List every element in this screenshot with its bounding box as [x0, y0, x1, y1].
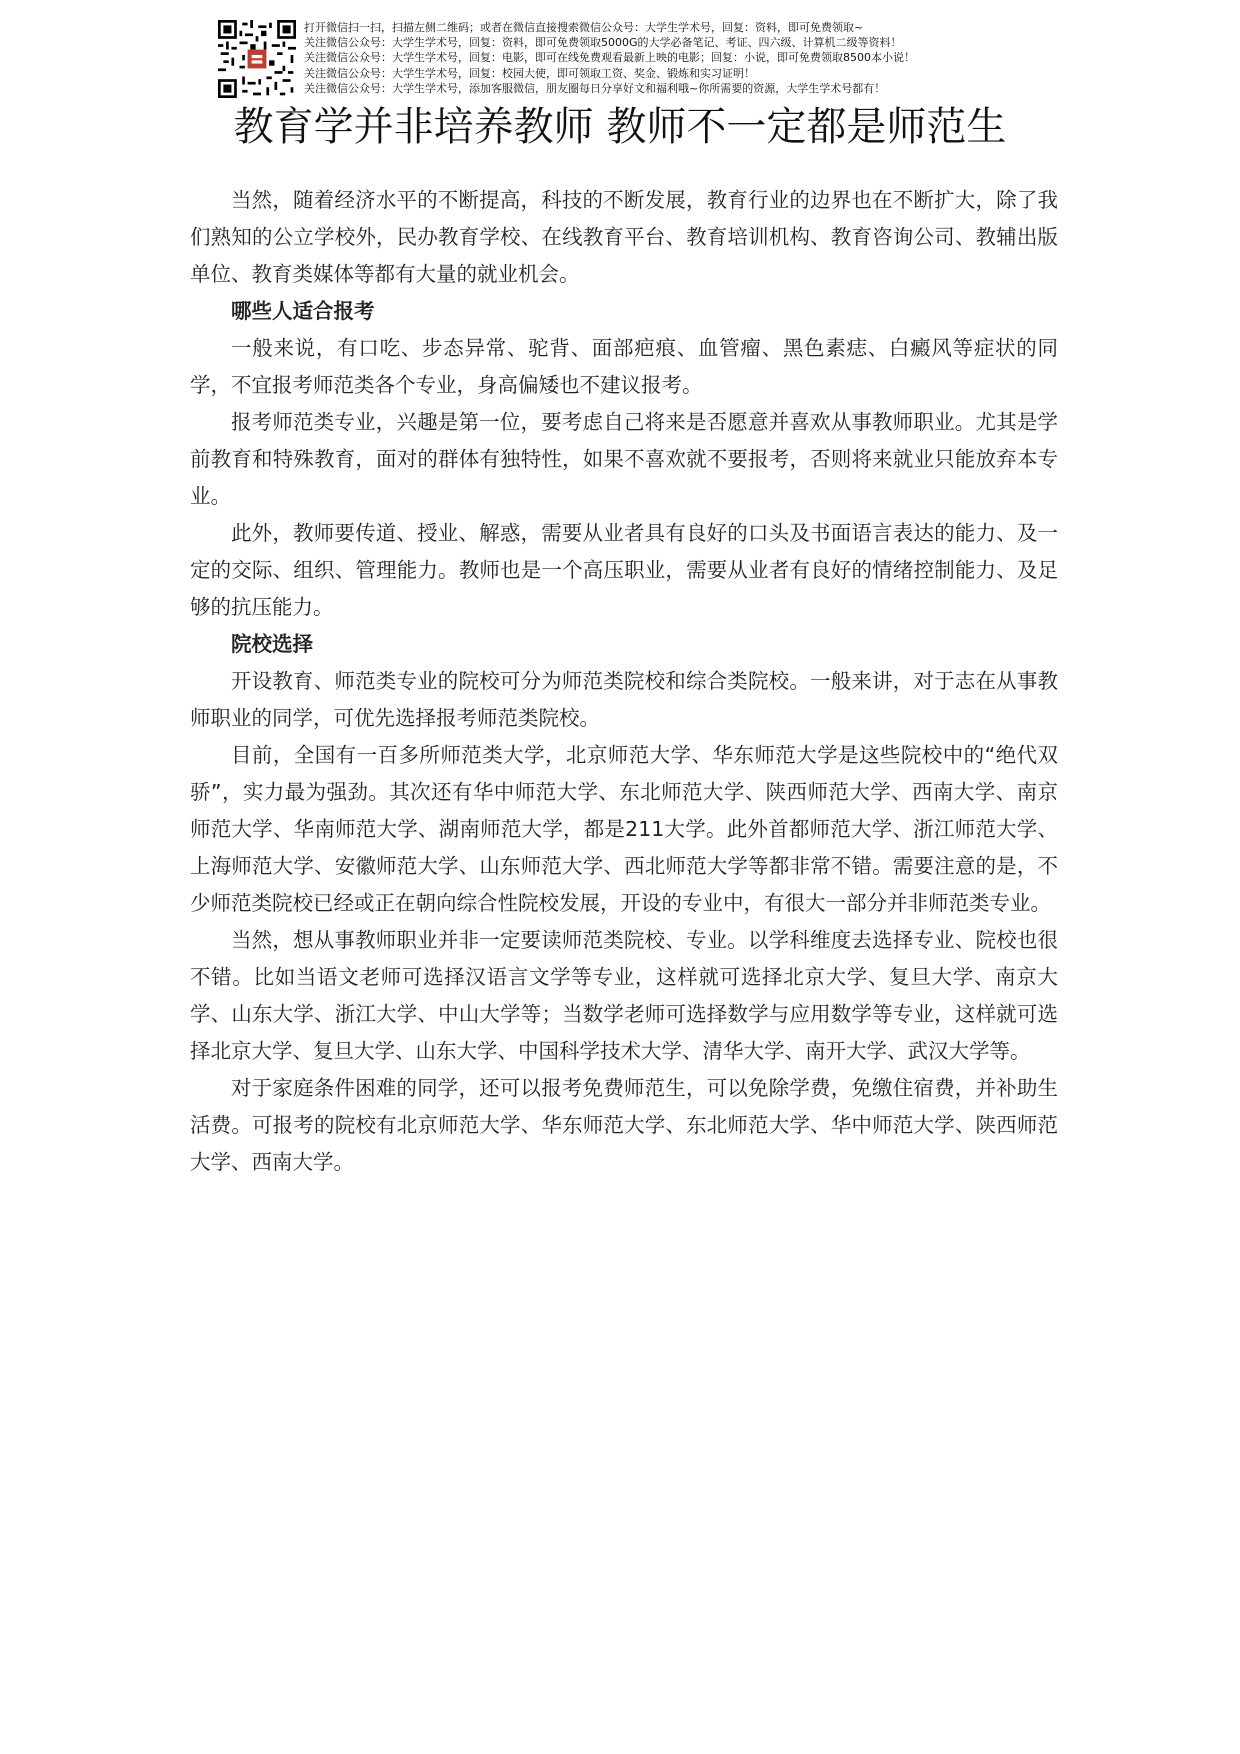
paragraph: 当然，随着经济水平的不断提高，科技的不断发展，教育行业的边界也在不断扩大，除了我们熟知的公立学校外，民办教育学校、在线教育平台、教育培训机构、教育咨询公司、教辅出版单位、教育类媒体等都有大量的就业机会。: [190, 188, 1058, 286]
paragraph: 对于家庭条件困难的同学，还可以报考免费师范生，可以免除学费，免缴住宿费，并补助生活费。可报考的院校有北京师范大学、华东师范大学、东北师范大学、华中师范大学、陕西师范大学、西南大学。: [190, 1076, 1058, 1174]
paragraph: 当然，想从事教师职业并非一定要读师范类院校、专业。以学科维度去选择专业、院校也很不错。比如当语文老师可选择汉语言文学等专业，这样就可选择北京大学、复旦大学、南京大学、山东大学、浙江大学、中山大学等；当数学老师可选择数学与应用数学等专业，这样就可选择北京大学、复旦大学、山东大学、中国科学技术大学、清华大学、南开大学、武汉大学等。: [190, 928, 1058, 1063]
page-title: 教育学并非培养教师 教师不一定都是师范生: [233, 104, 1007, 150]
paragraph: 报考师范类专业，兴趣是第一位，要考虑自己将来是否愿意并喜欢从事教师职业。尤其是学前教育和特殊教育，面对的群体有独特性，如果不喜欢就不要报考，否则将来就业只能放弃本专业。: [190, 410, 1058, 508]
promo-text: [304, 20, 1044, 96]
paragraph: 开设教育、师范类专业的院校可分为师范类院校和综合类院校。一般来讲，对于志在从事教师职业的同学，可优先选择报考师范类院校。: [190, 669, 1058, 730]
section-heading: 哪些人适合报考: [231, 299, 375, 323]
article-body: [190, 182, 1058, 1181]
promo-line: 关注微信公众号：大学生学术号，回复：电影，即可在线免费观看最新上映的电影；回复：小说，即可免费领取8500本小说！: [304, 51, 915, 65]
promo-line: 关注微信公众号：大学生学术号，回复：校园大使，即可领取工资、奖金、锻炼和实习证明！: [304, 66, 755, 80]
promo-line: 关注微信公众号：大学生学术号，回复：资料，即可免费领取5000G的大学必备笔记、考证、四六级、计算机二级等资料！: [304, 36, 902, 50]
paragraph: 此外，教师要传道、授业、解惑，需要从业者具有良好的口头及书面语言表达的能力、及一定的交际、组织、管理能力。教师也是一个高压职业，需要从业者有良好的情绪控制能力、及足够的抗压能力。: [190, 521, 1058, 619]
promo-line: 关注微信公众号：大学生学术号，添加客服微信，朋友圈每日分享好文和福利哦~你所需要的资源，大学生学术号都有！: [304, 81, 886, 95]
paragraph: 目前，全国有一百多所师范类大学，北京师范大学、华东师范大学是这些院校中的“绝代双骄”，实力最为强劲。其次还有华中师范大学、东北师范大学、陕西师范大学、西南大学、南京师范大学、华南师范大学、湖南师范大学，都是211大学。此外首都师范大学、浙江师范大学、上海师范大学、安徽师范大学、山东师范大学、西北师范大学等都非常不错。需要注意的是，不少师范类院校已经或正在朝向综合性院校发展，开设的专业中，有很大一部分并非师范类专业。: [190, 743, 1058, 915]
promo-line: 打开微信扫一扫，扫描左侧二维码；或者在微信直接搜索微信公众号：大学生学术号，回复：资料，即可免费领取~: [304, 21, 864, 34]
qr-code-icon: [218, 20, 296, 98]
paragraph: 一般来说，有口吃、步态异常、驼背、面部疤痕、血管瘤、黑色素痣、白癜风等症状的同学，不宜报考师范类各个专业，身高偏矮也不建议报考。: [190, 336, 1058, 397]
promo-header: [218, 20, 1038, 102]
section-heading: 院校选择: [231, 632, 313, 656]
